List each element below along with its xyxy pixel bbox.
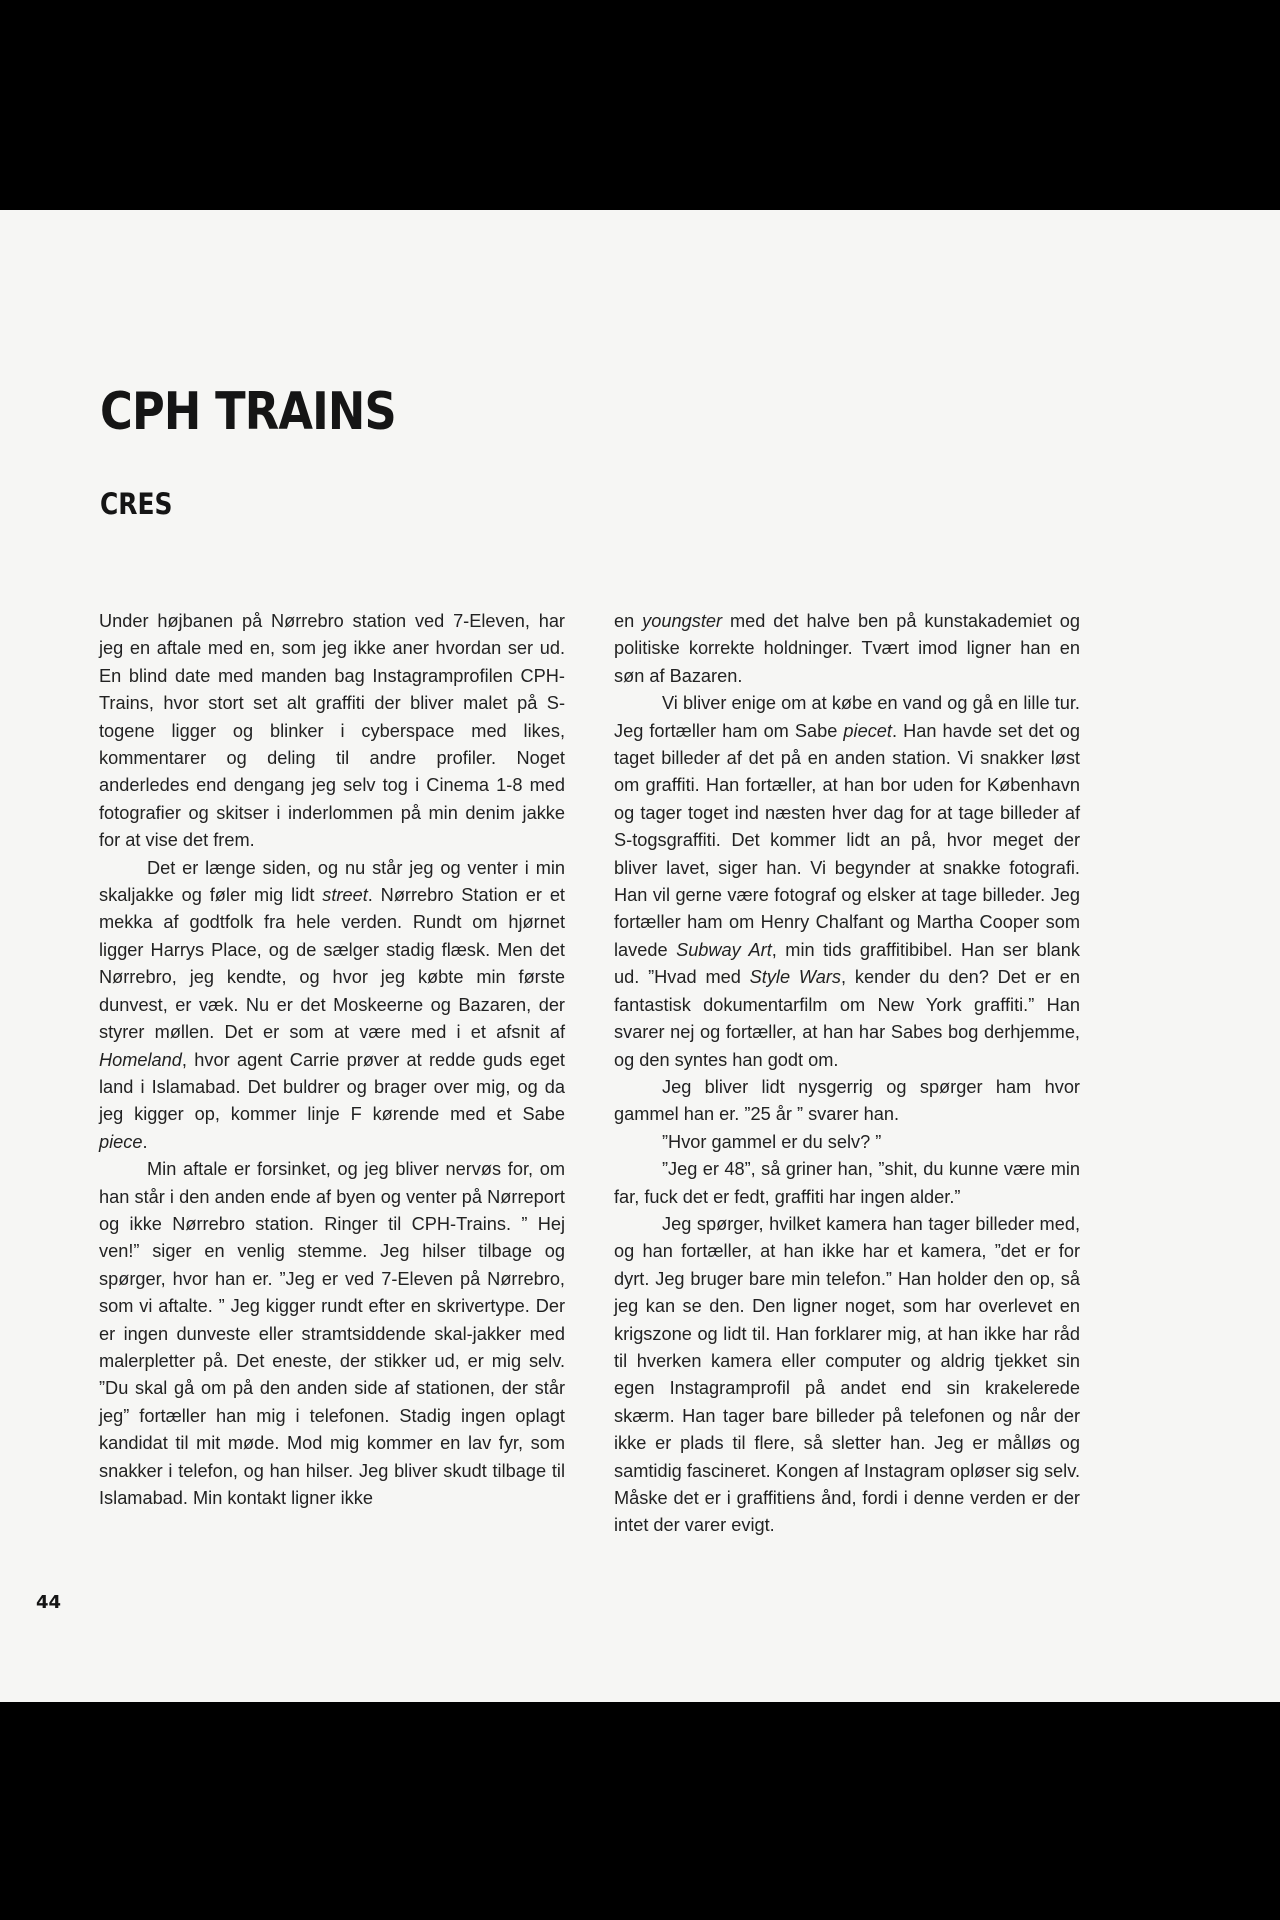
- italic-text: Subway Art: [676, 939, 772, 960]
- page-number: 44: [36, 1592, 62, 1613]
- paragraph: [99, 1156, 565, 1512]
- paragraph-text: , min tids graffitibibel. Han ser blank ud. ”Hvad med: [614, 939, 1080, 988]
- left-column: [99, 608, 565, 1512]
- italic-text: piecet: [843, 720, 892, 741]
- paragraph-text: Under højbanen på Nørrebro station ved 7-Eleven, har jeg en aftale med en, som jeg ikke aner hvordan ser ud. En blind date med manden bag Instagramprofilen CPH-Trains, hvor stort set alt graffiti der bliver malet på S-togene ligger og blinker i cyberspace med likes, kommentarer og deling til andre profiler. Noget anderledes end dengang jeg selv tog i Cinema 1-8 med fotografier og skitser i inderlommen på min denim jakke for at vise det frem.: [99, 611, 565, 851]
- italic-text: Homeland: [99, 1049, 182, 1070]
- italic-text: youngster: [642, 611, 723, 631]
- italic-text: piece: [99, 1131, 143, 1152]
- paragraph: [614, 690, 1080, 1074]
- paragraph-text: Det er længe siden, og nu står jeg og venter i min skaljakke og føler mig lidt: [99, 857, 565, 906]
- paragraph-text: Min aftale er forsinket, og jeg bliver nervøs for, om han står i den anden ende af byen og venter på Nørreport og ikke Nørrebro station. Ringer til CPH-Trains. ” Hej ven!” siger en venlig stemme. Jeg hilser tilbage og spørger, hvor han er. ”Jeg er ved 7-Eleven på Nørrebro, som vi aftalte. ” Jeg kigger rundt efter en skrivertype. Der er ingen dunveste eller stramtsiddende skal-jakker med malerpletter på. Det eneste, der stikker ud, er mig selv. ”Du skal gå om på den anden side af stationen, der står jeg” fortæller han mig i telefonen. Stadig ingen oplagt kandidat til mit møde. Mod mig kommer en lav fyr, som snakker i telefon, og han hilser. Jeg bliver skudt tilbage til Islamabad. Min kontakt ligner ikke: [99, 1159, 565, 1508]
- italic-text: street: [322, 885, 368, 906]
- paragraph: [99, 608, 565, 855]
- paragraph: [99, 855, 565, 1156]
- paragraph-text: Jeg bliver lidt nysgerrig og spørger ham hvor gammel han er. ”25 år ” svarer han.: [614, 1076, 1080, 1125]
- paragraph: [614, 1074, 1080, 1129]
- paragraph-text: , hvor agent Carrie prøver at redde guds eget land i Islamabad. Det buldrer og brager over mig, og da jeg kigger op, kommer linje F kørende med et Sabe: [99, 1049, 565, 1125]
- article-author: CRES: [100, 487, 173, 521]
- paragraph: [614, 608, 1080, 690]
- right-column: [614, 608, 1080, 1540]
- paragraph-text: . Nørrebro Station er et mekka af godtfolk fra hele verden. Rundt om hjørnet ligger Harrys Place, og de sælger stadig flæsk. Men det Nørrebro, jeg kendte, og hvor jeg købte min første dunvest, er væk. Nu er det Moskeerne og Bazaren, der styrer møllen. Det er som at være med i et afsnit af: [99, 885, 565, 1043]
- paragraph: [614, 1156, 1080, 1211]
- article-title: CPH TRAINS: [100, 382, 396, 442]
- paragraph-text: ”Hvor gammel er du selv? ”: [662, 1131, 882, 1152]
- paragraph-text: ”Jeg er 48”, så griner han, ”shit, du kunne være min far, fuck det er fedt, graffiti har ingen alder.”: [614, 1159, 1080, 1207]
- paragraph-text: , kender du den? Det er en fantastisk dokumentarfilm om New York graffiti.” Han svarer nej og fortæller, at han har Sabes bog derhjemme, og den syntes han godt om.: [614, 967, 1080, 1070]
- paragraph: [614, 1211, 1080, 1540]
- paragraph-text: Jeg spørger, hvilket kamera han tager billeder med, og han fortæller, at han ikke har et kamera, ”det er for dyrt. Jeg bruger bare min telefon.” Han holder den op, så jeg kan se den. Den ligner noget, som har overlevet en krigszone og lidt til. Han forklarer mig, at han ikke har råd til hverken kamera eller computer og aldrig tjekket sin egen Instagramprofil på andet end sin krakelerede skærm. Han tager bare billeder på telefonen og når der ikke er plads til flere, så sletter han. Jeg er målløs og samtidig fascineret. Kongen af Instagram opløser sig selv. Måske det er i graffitiens ånd, fordi i denne verden er der intet der varer evigt.: [614, 1213, 1080, 1536]
- paragraph-text: Vi bliver enige om at købe en vand og gå en lille tur. Jeg fortæller ham om Sabe: [614, 693, 1080, 741]
- paragraph-text: .: [142, 1131, 148, 1152]
- paragraph: [614, 1129, 1080, 1156]
- paragraph-text: en: [614, 611, 643, 631]
- paragraph-text: . Han havde set det og taget billeder af det på en anden station. Vi snakker løst om graffiti. Han fortæller, at han bor uden for København og tager toget ind næsten hver dag for at tage billeder af S-togsgraffiti. Det kommer lidt an på, hvor meget der bliver lavet, siger han. Vi begynder at snakke fotografi. Han vil gerne være fotograf og elsker at tage billeder. Jeg fortæller ham om Henry Chalfant og Martha Cooper som lavede: [614, 720, 1080, 960]
- italic-text: Style Wars: [749, 967, 841, 988]
- document-page: [0, 210, 1280, 1702]
- paragraph-text: med det halve ben på kunstakademiet og politiske korrekte holdninger. Tvært imod ligner han en søn af Bazaren.: [614, 611, 1080, 686]
